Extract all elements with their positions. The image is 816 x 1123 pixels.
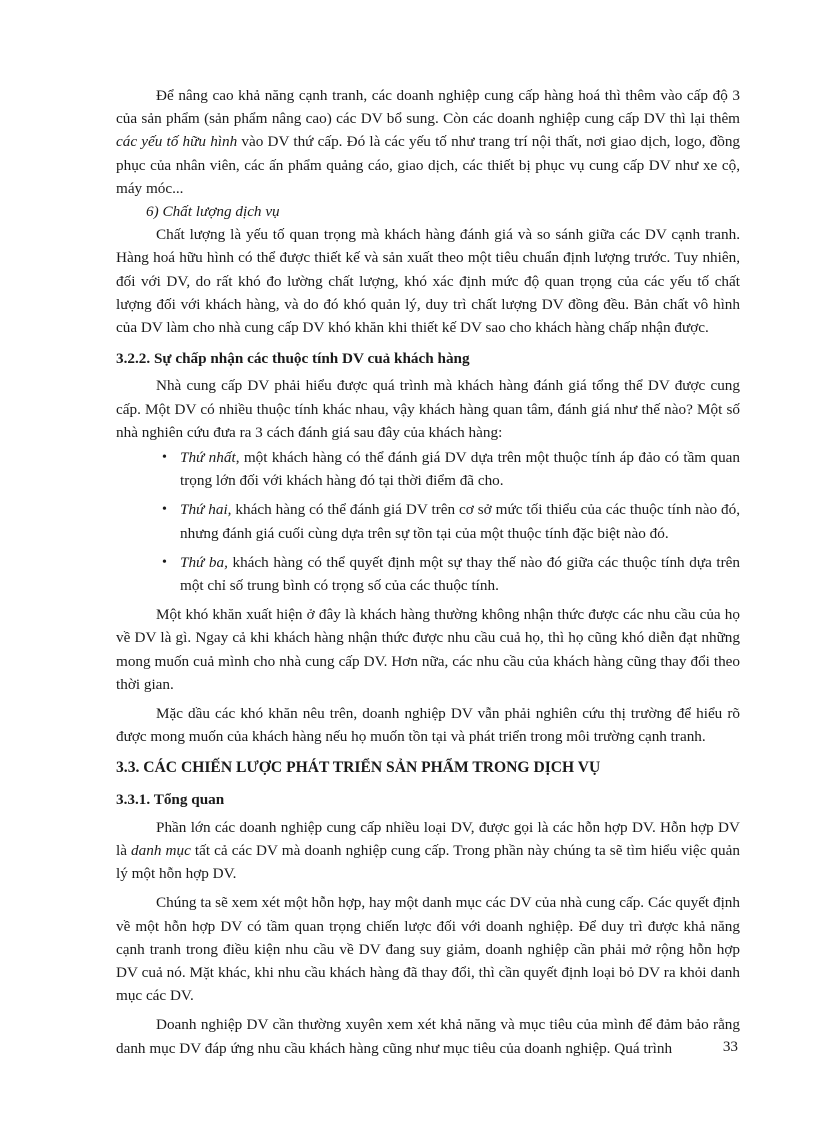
evaluation-list: [116, 446, 740, 597]
paragraph-attributes: Nhà cung cấp DV phải hiểu được quá trình mà khách hàng đánh giá tổng thể DV được cung cấp. Một DV có nhiều thuộc tính khác nhau, vậy khách hàng quan tâm, đánh giá như thế nào? Một số nhà nghiên cứu đưa ra 3 cách đánh giá sau đây của khách hàng:: [116, 377, 740, 441]
subheading-service-quality: 6) Chất lượng dịch vụ: [146, 203, 280, 221]
bullet-icon: •: [162, 554, 167, 570]
section-heading-3-3-1: 3.3.1. Tổng quan: [116, 791, 225, 809]
paragraph-difficulty: Một khó khăn xuất hiện ở đây là khách hàng thường không nhận thức được các nhu cầu của họ về DV là gì. Ngay cả khi khách hàng nhận thức được nhu cầu cuả họ, thì họ cũng khó diễn đạt những mong muốn cuả mình cho nhà cung cấp DV. Hơn nữa, các nhu cầu của khách hàng cũng thay đổi theo thời gian.: [116, 606, 740, 693]
paragraph-quality: Chất lượng là yếu tố quan trọng mà khách hàng đánh giá và so sánh giữa các DV cạnh tranh. Hàng hoá hữu hình có thể được thiết kế và sản xuất theo một tiêu chuẩn định lượng trước. Tuy nhiên, đối với DV, do rất khó đo lường chất lượng, khó xác định mức độ quan trọng của các yếu tố chất lượng đối với khách hàng, và do đó khó quản lý, duy trì chất lượng DV đồng đều. Bản chất vô hình của DV làm cho nhà cung cấp DV khó khăn khi thiết kế DV sao cho khách hàng chấp nhận được.: [116, 226, 740, 337]
list-item: • Thứ ba, khách hàng có thể quyết định một sự thay thế nào đó giữa các thuộc tính dựa trên một chỉ số trung bình có trọng số của các thuộc tính.: [116, 551, 740, 597]
paragraph-value-added: Để nâng cao khả năng cạnh tranh, các doanh nghiệp cung cấp hàng hoá thì thêm vào cấp độ 3 của sản phẩm (sản phẩm nâng cao) các DV bổ sung. Còn các doanh nghiệp cung cấp DV thì lại thêm các yếu tố hữu hình vào DV thứ cấp. Đó là các yếu tố như trang trí nội thất, nơi giao dịch, logo, đồng phục của nhân viên, các ấn phẩm quảng cáo, giao dịch, các thiết bị phục vụ cung cấp DV như xe cộ, máy móc...: [116, 87, 741, 197]
paragraph-review: Doanh nghiệp DV cần thường xuyên xem xét khả năng và mục tiêu của mình để đảm bảo rằng danh mục DV đáp ứng nhu cầu khách hàng cũng như mục tiêu của doanh nghiệp. Quá trình: [116, 1016, 740, 1057]
bullet-icon: •: [162, 450, 167, 466]
section-heading-3-2-2: 3.2.2. Sự chấp nhận các thuộc tính DV cuả khách hàng: [116, 350, 470, 368]
document-page: [116, 84, 740, 1060]
list-item: • Thứ nhất, một khách hàng có thể đánh giá DV dựa trên một thuộc tính áp đảo có tầm quan trọng lớn đối với khách hàng đó tại thời điểm đã cho.: [116, 446, 740, 492]
paragraph-research: Mặc dầu các khó khăn nêu trên, doanh nghiệp DV vẫn phải nghiên cứu thị trường để hiểu rõ được mong muốn của khách hàng nếu họ muốn tồn tại và phát triển trong môi trường cạnh tranh.: [116, 705, 740, 746]
bullet-icon: •: [162, 502, 167, 518]
list-item: • Thứ hai, khách hàng có thể đánh giá DV trên cơ sở mức tối thiểu của các thuộc tính nào đó, nhưng đánh giá cuối cùng dựa trên sự tồn tại của một thuộc tính đặc biệt nào đó.: [116, 498, 740, 544]
page-number: 33: [722, 1038, 738, 1055]
paragraph-service-mix: Phần lớn các doanh nghiệp cung cấp nhiều loại DV, được gọi là các hỗn hợp DV. Hỗn hợp DV là danh mục tất cả các DV mà doanh nghiệp cung cấp. Trong phần này chúng ta sẽ tìm hiểu việc quản lý một hỗn hợp DV.: [116, 818, 740, 883]
section-heading-3-3: 3.3. CÁC CHIẾN LƯỢC PHÁT TRIỂN SẢN PHẨM TRONG DỊCH VỤ: [116, 759, 601, 777]
paragraph-strategic: Chúng ta sẽ xem xét một hỗn hợp, hay một danh mục các DV của nhà cung cấp. Các quyết định về một hỗn hợp DV có tầm quan trọng chiến lược đối với doanh nghiệp. Để duy trì được khả năng cạnh tranh trong điều kiện nhu cầu về DV đang suy giảm, doanh nghiệp cần phải mở rộng hỗn hợp DV cuả nó. Mặt khác, khi nhu cầu khách hàng đã thay đổi, thì cần quyết định loại bỏ DV ra khỏi danh mục các DV.: [116, 894, 740, 1005]
